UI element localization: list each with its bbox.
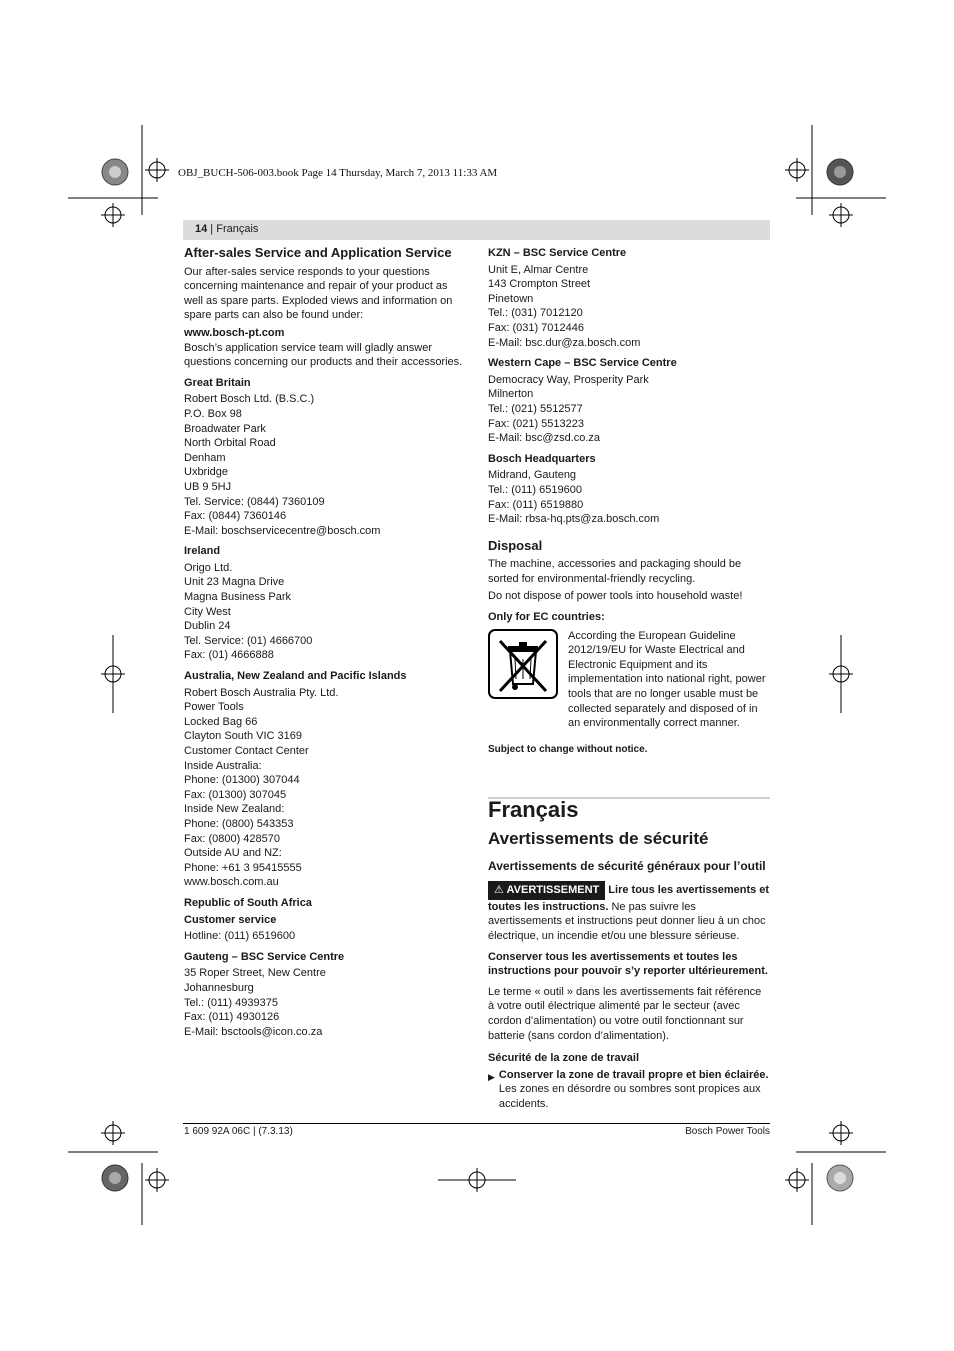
address-line: Uxbridge: [184, 466, 229, 479]
address-line: Unit E, Almar Centre: [488, 263, 589, 276]
bullet-content: [499, 1068, 770, 1112]
address-line: 35 Roper Street, New Centre: [184, 967, 326, 980]
section-heading: Bosch Headquarters: [488, 452, 596, 465]
address-line: Robert Bosch Australia Pty. Ltd.: [184, 686, 339, 699]
address-line: Inside Australia:: [184, 759, 262, 772]
registration-mark-icon: [100, 157, 130, 187]
fax-line: Fax: (0844) 7360146: [184, 510, 287, 523]
phone-line: Tel.: (011) 4939375: [184, 996, 278, 1009]
address-block-headquarters: [488, 468, 770, 526]
address-line: Midrand, Gauteng: [488, 469, 577, 482]
fax-line: Fax: (01) 4666888: [184, 649, 274, 662]
address-line: Clayton South VIC 3169: [184, 730, 303, 743]
address-line: Customer Contact Center: [184, 745, 309, 757]
weee-text: According the European Guideline 2012/19/EU for Waste Electrical and Electronic Equipment and its implementation into national right, power tools that are no longer usable must be collected separately and disposed of in an environmentally correct manner.: [568, 629, 766, 730]
email-line: E-Mail: bsc.dur@za.bosch.com: [488, 336, 641, 349]
fax-line: Fax: (0800) 428570: [184, 832, 281, 845]
registration-mark-icon: [100, 1163, 130, 1193]
address-line: Outside AU and NZ:: [184, 847, 282, 860]
address-line: Unit 23 Magna Drive: [184, 576, 285, 589]
address-line: City West: [184, 605, 231, 618]
footer-brand: Bosch Power Tools: [685, 1126, 770, 1137]
address-line: Robert Bosch Ltd. (B.S.C.): [184, 393, 315, 406]
phone-line: Tel. Service: (0844) 7360109: [184, 495, 325, 508]
warning-badge: [488, 881, 605, 900]
page-header: [195, 223, 258, 235]
crop-mark-icon: [140, 1163, 174, 1225]
address-line: Locked Bag 66: [184, 715, 258, 728]
phone-line: Phone: +61 3 95415555: [184, 861, 302, 874]
ec-countries-heading: Only for EC countries:: [488, 611, 605, 624]
crossed-out-wheelie-bin-icon: [488, 629, 558, 699]
warning-text: Ne pas suivre les avertissements et instructions peut donner lieu à un choc électrique, un incendie et/ou une blessure sérieuse.: [488, 900, 766, 942]
bullet-item: [488, 1068, 770, 1112]
hotline-block: [184, 929, 466, 944]
crop-mark-icon: [796, 196, 886, 232]
weee-block: [488, 629, 770, 731]
address-line: Pinetown: [488, 292, 534, 305]
subject-to-change: Subject to change without notice.: [488, 743, 648, 755]
page-number: 14: [195, 223, 208, 235]
address-line: Origo Ltd.: [184, 561, 233, 574]
safety-heading: Avertissements de sécurité: [488, 829, 709, 848]
triangle-bullet-icon: ▶: [488, 1071, 495, 1082]
address-block-gauteng: [184, 966, 466, 1039]
fax-line: Fax: (031) 7012446: [488, 321, 585, 334]
address-line: Denham: [184, 451, 226, 464]
warning-badge-label: AVERTISSEMENT: [506, 884, 600, 897]
header-separator: |: [207, 223, 217, 235]
disposal-text: The machine, accessories and packaging should be sorted for environmental-friendly recycling.: [488, 558, 742, 585]
address-block-kzn: [488, 263, 770, 351]
warning-triangle-icon: ⚠: [494, 884, 504, 897]
section-heading: Ireland: [184, 545, 221, 558]
website-link[interactable]: www.bosch-pt.com: [184, 326, 285, 339]
phone-line: Phone: (0800) 543353: [184, 817, 294, 830]
crop-mark-icon: [98, 635, 128, 713]
phone-line: Hotline: (011) 6519600: [184, 930, 296, 943]
after-sales-heading: After-sales Service and Application Service: [184, 245, 452, 260]
section-heading: Western Cape – BSC Service Centre: [488, 357, 677, 370]
email-line: E-Mail: boschservicecentre@bosch.com: [184, 524, 381, 537]
tool-definition: Le terme « outil » dans les avertissements fait référence à votre outil électrique alimenté par le secteur (avec cordon d’alimentation) ou votre outil fonctionnant sur batterie (sans cordon d’alimentation).: [488, 985, 762, 1042]
email-line: E-Mail: bsc@zsd.co.za: [488, 432, 601, 445]
left-column: [184, 246, 466, 1039]
fax-line: Fax: (021) 5513223: [488, 417, 585, 430]
keep-instructions: Conserver tous les avertissements et toutes les instructions pour pouvoir s’y reporter ultérieurement.: [488, 950, 768, 978]
address-line: Milnerton: [488, 388, 534, 401]
phone-line: Tel.: (011) 6519600: [488, 483, 582, 496]
warning-paragraph: [488, 881, 770, 943]
page-header-bar: [183, 220, 770, 240]
registration-mark-icon: [825, 1163, 855, 1193]
registration-mark-icon: [825, 157, 855, 187]
address-line: 143 Crompton Street: [488, 278, 591, 291]
right-column: [488, 246, 770, 1112]
address-line: Magna Business Park: [184, 591, 291, 604]
print-info-line: OBJ_BUCH-506-003.book Page 14 Thursday, March 7, 2013 11:33 AM: [178, 167, 498, 179]
fax-line: Fax: (011) 4930126: [184, 1011, 280, 1024]
crop-mark-icon: [826, 635, 856, 713]
address-line: Johannesburg: [184, 981, 254, 994]
fax-line: Fax: (01300) 307045: [184, 788, 287, 801]
address-line: Dublin 24: [184, 620, 231, 633]
crop-mark-icon: [780, 1163, 814, 1225]
bullet-bold-text: Conserver la zone de travail propre et bien éclairée.: [498, 1068, 769, 1081]
address-block-australia: [184, 686, 466, 890]
general-warnings-heading: Avertissements de sécurité généraux pour l’outil: [488, 858, 766, 873]
section-heading: KZN – BSC Service Centre: [488, 247, 627, 259]
fax-line: Fax: (011) 6519880: [488, 498, 584, 511]
address-line: Broadwater Park: [184, 422, 266, 435]
disposal-warning: Do not dispose of power tools into household waste!: [488, 590, 743, 603]
after-sales-text: Our after-sales service responds to your questions concerning maintenance and repair of your product as well as spare parts. Exploded views and information on spare parts can also be found under:: [184, 265, 453, 322]
address-line: P.O. Box 98: [184, 407, 242, 420]
footer-doc-number: 1 609 92A 06C | (7.3.13): [184, 1126, 293, 1137]
section-heading: Great Britain: [184, 376, 251, 389]
section-heading: Customer service: [184, 913, 277, 926]
disposal-heading: Disposal: [488, 537, 543, 553]
work-area-heading: Sécurité de la zone de travail: [488, 1052, 640, 1065]
footer-rule: [183, 1123, 770, 1124]
bullet-text: Les zones en désordre ou sombres sont propices aux accidents.: [498, 1083, 761, 1110]
section-heading: Gauteng – BSC Service Centre: [184, 950, 345, 963]
address-line: Inside New Zealand:: [184, 803, 285, 816]
section-heading: Australia, New Zealand and Pacific Islands: [184, 670, 407, 683]
address-block-western-cape: [488, 373, 770, 446]
phone-line: Tel.: (031) 7012120: [488, 307, 583, 320]
crop-mark-icon: [68, 196, 158, 232]
address-line: UB 9 5HJ: [184, 480, 232, 493]
header-language: Français: [216, 223, 259, 235]
section-heading: Republic of South Africa: [184, 896, 312, 909]
email-line: E-Mail: bsctools@icon.co.za: [184, 1025, 323, 1038]
crop-mark-icon: [438, 1165, 516, 1195]
warning-bold-text: Lire tous les avertissements et toutes les instructions.: [488, 884, 770, 913]
address-block-gb: [184, 392, 466, 538]
email-line: E-Mail: rbsa-hq.pts@za.bosch.com: [488, 513, 660, 526]
address-line: Power Tools: [184, 701, 244, 714]
application-service-text: Bosch’s application service team will gladly answer questions concerning our products and their accessories.: [184, 341, 463, 369]
crop-mark-icon: [68, 1118, 158, 1154]
phone-line: Tel.: (021) 5512577: [488, 402, 583, 415]
website-line: www.bosch.com.au: [184, 876, 279, 889]
language-heading: Français: [488, 797, 579, 823]
crop-mark-icon: [796, 1118, 886, 1154]
address-line: Democracy Way, Prosperity Park: [488, 373, 649, 386]
phone-line: Tel. Service: (01) 4666700: [184, 634, 313, 647]
address-block-ireland: [184, 561, 466, 663]
phone-line: Phone: (01300) 307044: [184, 774, 300, 787]
address-line: North Orbital Road: [184, 437, 276, 450]
